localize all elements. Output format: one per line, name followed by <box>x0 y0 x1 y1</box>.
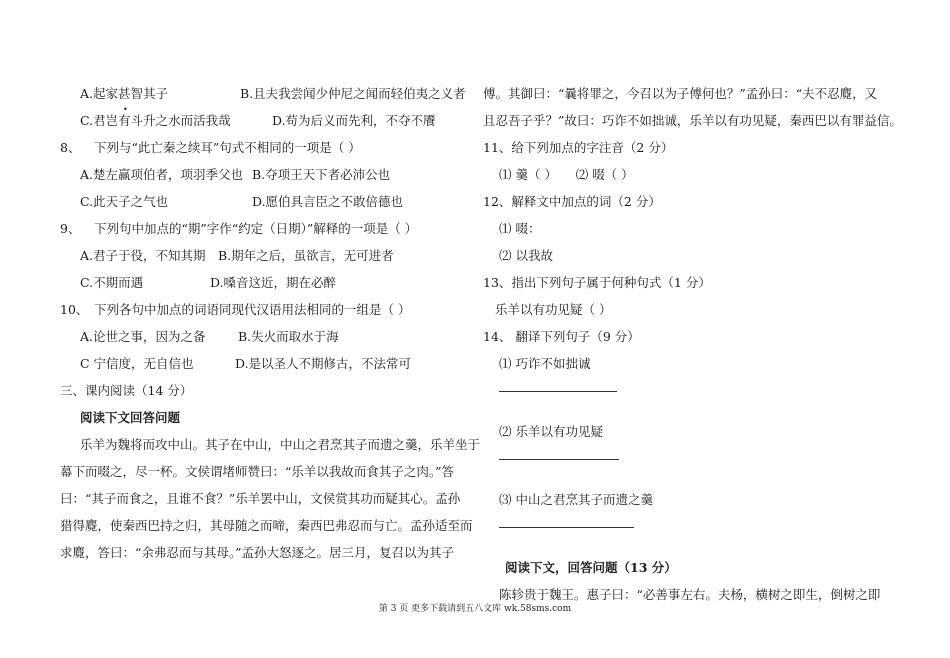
right-column <box>483 80 903 608</box>
section-3-heading: 三、课内阅读（14 分） <box>60 383 193 398</box>
answer-blank <box>499 527 634 528</box>
q7-option-c: C.君岂有斗升之水而活我哉 <box>80 113 231 128</box>
q7-option-a: A.起家甚智其子 <box>80 86 169 101</box>
passage2-line-1: 陈轸贵于魏王。惠子曰：“必善事左右。夫杨，横树之即生，倒树之即 <box>499 587 881 602</box>
q12-item-2: ⑵ 以我故 <box>499 248 553 263</box>
q8-option-b: B.夺项王天下者必沛公也 <box>252 167 391 182</box>
q7-option-b: B.且夫我尝闻少仲尼之闻而轻伯夷之义者 <box>240 86 466 101</box>
passage-cont-line-1: 傅。其御曰：“曩将罪之，今召以为子傅何也？”孟孙曰：“夫不忍麑，又 <box>483 86 878 101</box>
q9-option-b: B.期年之后，虽欲言，无可进者 <box>218 248 394 263</box>
passage-line-5: 求麑，答曰：“余弗忍而与其母。”孟孙大怒逐之。居三月，复召以为其子 <box>60 545 455 560</box>
q14-answer-line-1 <box>483 391 903 418</box>
q14-answer-line-2 <box>483 459 903 486</box>
page-footer: 第 3 页 更多下载请到五八文库 wk.58sms.com <box>378 604 572 614</box>
q14-item-3: ⑶ 中山之君烹其子而遗之羹 <box>499 492 653 507</box>
q12-item-1: ⑴ 啜： <box>499 221 541 236</box>
q7-options-row-1 <box>60 80 470 114</box>
q7-option-d: D.苟为后义而先利，不夺不餍 <box>272 113 436 128</box>
q8-options-row-2 <box>60 188 470 215</box>
q8-text: 下列与“此亡秦之续耳”句式不相同的一项是（ ） <box>93 140 361 155</box>
answer-blank <box>499 459 619 460</box>
q8-stem <box>60 134 470 161</box>
q12-stem: 12、解释文中加点的词（2 分） <box>483 194 661 209</box>
q7-options-row-2 <box>60 107 470 134</box>
q10-option-c: C 宁信度，无自信也 <box>80 356 194 371</box>
passage-line-3: 曰：“其子而食之，且谁不食？”乐羊罢中山，文侯赏其功而疑其心。孟孙 <box>60 491 461 506</box>
q10-number: 10、 <box>60 302 89 317</box>
q9-option-a: A.君子于役，不知其期 <box>80 248 206 263</box>
q9-option-d: D.嗓音这近，期在必醉 <box>210 275 337 290</box>
q10-option-a: A.论世之事，因为之备 <box>80 329 206 344</box>
q14-stem: 14、 翻译下列句子（9 分） <box>483 329 640 344</box>
q8-options-row-1 <box>60 161 470 188</box>
q13-stem: 13、指出下列句子属于何种句式（1 分） <box>483 275 711 290</box>
q14-item-1: ⑴ 巧诈不如拙诚 <box>499 356 591 371</box>
reading-title: 阅读下文回答问题 <box>80 410 181 425</box>
q10-option-d: D.是以圣人不期修古，不法常可 <box>235 356 412 371</box>
passage-cont-line-2: 且忍吾子乎？”故曰：巧诈不如拙诚，乐羊以有功见疑，秦西巴以有罪益信。 <box>483 113 902 128</box>
q11-stem: 11、给下列加点的字注音（2 分） <box>483 140 674 155</box>
reading2-title: 阅读下文，回答问题（13 分） <box>505 560 677 575</box>
emphasis-dot-icon: • <box>123 105 128 114</box>
q8-option-d: D.愿伯具言臣之不敢倍德也 <box>252 194 404 209</box>
q9-options-row-1 <box>60 242 470 269</box>
q8-option-a: A.楚左赢项伯者，项羽季父也 <box>80 167 244 182</box>
q9-options-row-2 <box>60 269 470 296</box>
answer-blank <box>499 391 617 392</box>
passage-line-4: 猎得麑，使秦西巴持之归，其母随之而啼，秦西巴弗忍而与亡。孟孙适至而 <box>60 518 473 533</box>
passage-line-2: 幕下而啜之，尽一杯。文侯谓堵师赞曰：“乐羊以我故而食其子之肉。”答 <box>60 464 455 479</box>
q10-options-row-2 <box>60 350 470 377</box>
q10-stem <box>60 296 470 323</box>
q9-stem <box>60 215 470 242</box>
q10-text: 下列各句中加点的词语同现代汉语用法相同的一组是（ ） <box>93 302 411 317</box>
q9-number: 9、 <box>60 221 81 236</box>
q11-items: ⑴ 羹（ ） ⑵ 啜（ ） <box>499 167 634 182</box>
passage-line-1: 乐羊为魏将而攻中山。其子在中山，中山之君烹其子而遗之羹，乐羊坐于 <box>80 437 481 452</box>
q10-option-b: B.失火而取水于海 <box>238 329 339 344</box>
q9-text: 下列句中加点的“期”字作“约定（日期）”解释的一项是（ ） <box>93 221 418 236</box>
q9-option-c: C.不期而遇 <box>80 275 144 290</box>
q8-number: 8、 <box>60 140 81 155</box>
q14-item-2: ⑵ 乐羊以有功见疑 <box>499 424 603 439</box>
q13-item: 乐羊以有功见疑（ ） <box>495 302 612 317</box>
q14-answer-line-3 <box>483 527 903 554</box>
q10-options-row-1 <box>60 323 470 350</box>
left-column <box>60 80 481 566</box>
q8-option-c: C.此天子之气也 <box>80 194 169 209</box>
